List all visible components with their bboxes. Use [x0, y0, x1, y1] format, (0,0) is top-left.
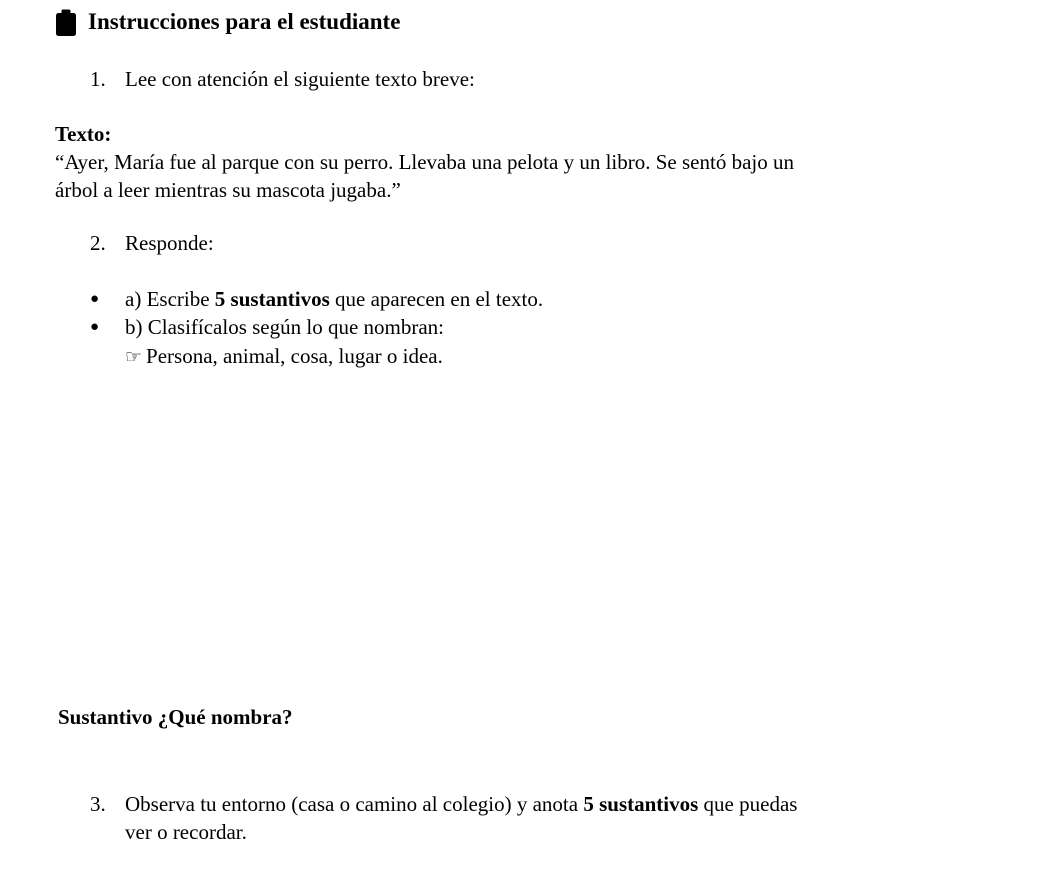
step-3-number: 3. [90, 792, 106, 816]
table-header: Sustantivo ¿Qué nombra? [58, 705, 293, 729]
step-1-number: 1. [90, 67, 106, 91]
bullet-b-text: b) Clasifícalos según lo que nombran: [125, 315, 445, 339]
step-1-text: Lee con atención el siguiente texto breve: [125, 67, 475, 91]
step-1 [90, 65, 475, 93]
step-2-number: 2. [90, 231, 106, 255]
categories-line [125, 342, 443, 371]
bullet-a [90, 285, 543, 313]
bullet-b [90, 313, 444, 341]
bullet-dot: ● [90, 319, 100, 335]
step-3 [90, 790, 797, 818]
step-3-text: Observa tu entorno (casa o camino al colegio) y anota 5 sustantivos que puedas [125, 792, 798, 816]
title-text: Instrucciones para el estudiante [88, 9, 401, 34]
texto-label: Texto: [55, 122, 112, 146]
step-3-line-2: ver o recordar. [125, 820, 247, 844]
page-title [56, 6, 400, 38]
bullet-a-text: a) Escribe 5 sustantivos que aparecen en el texto. [125, 287, 544, 311]
texto-line-2: árbol a leer mientras su mascota jugaba.” [55, 178, 401, 202]
categories-text: Persona, animal, cosa, lugar o idea. [146, 344, 443, 368]
texto-line-1: “Ayer, María fue al parque con su perro. Llevaba una pelota y un libro. Se sentó bajo un [55, 150, 794, 174]
step-2 [90, 229, 214, 257]
bullet-dot: ● [90, 291, 100, 307]
pointing-hand-icon: ☞ [125, 346, 143, 368]
clipboard-icon [56, 9, 76, 36]
step-2-text: Responde: [125, 231, 214, 255]
